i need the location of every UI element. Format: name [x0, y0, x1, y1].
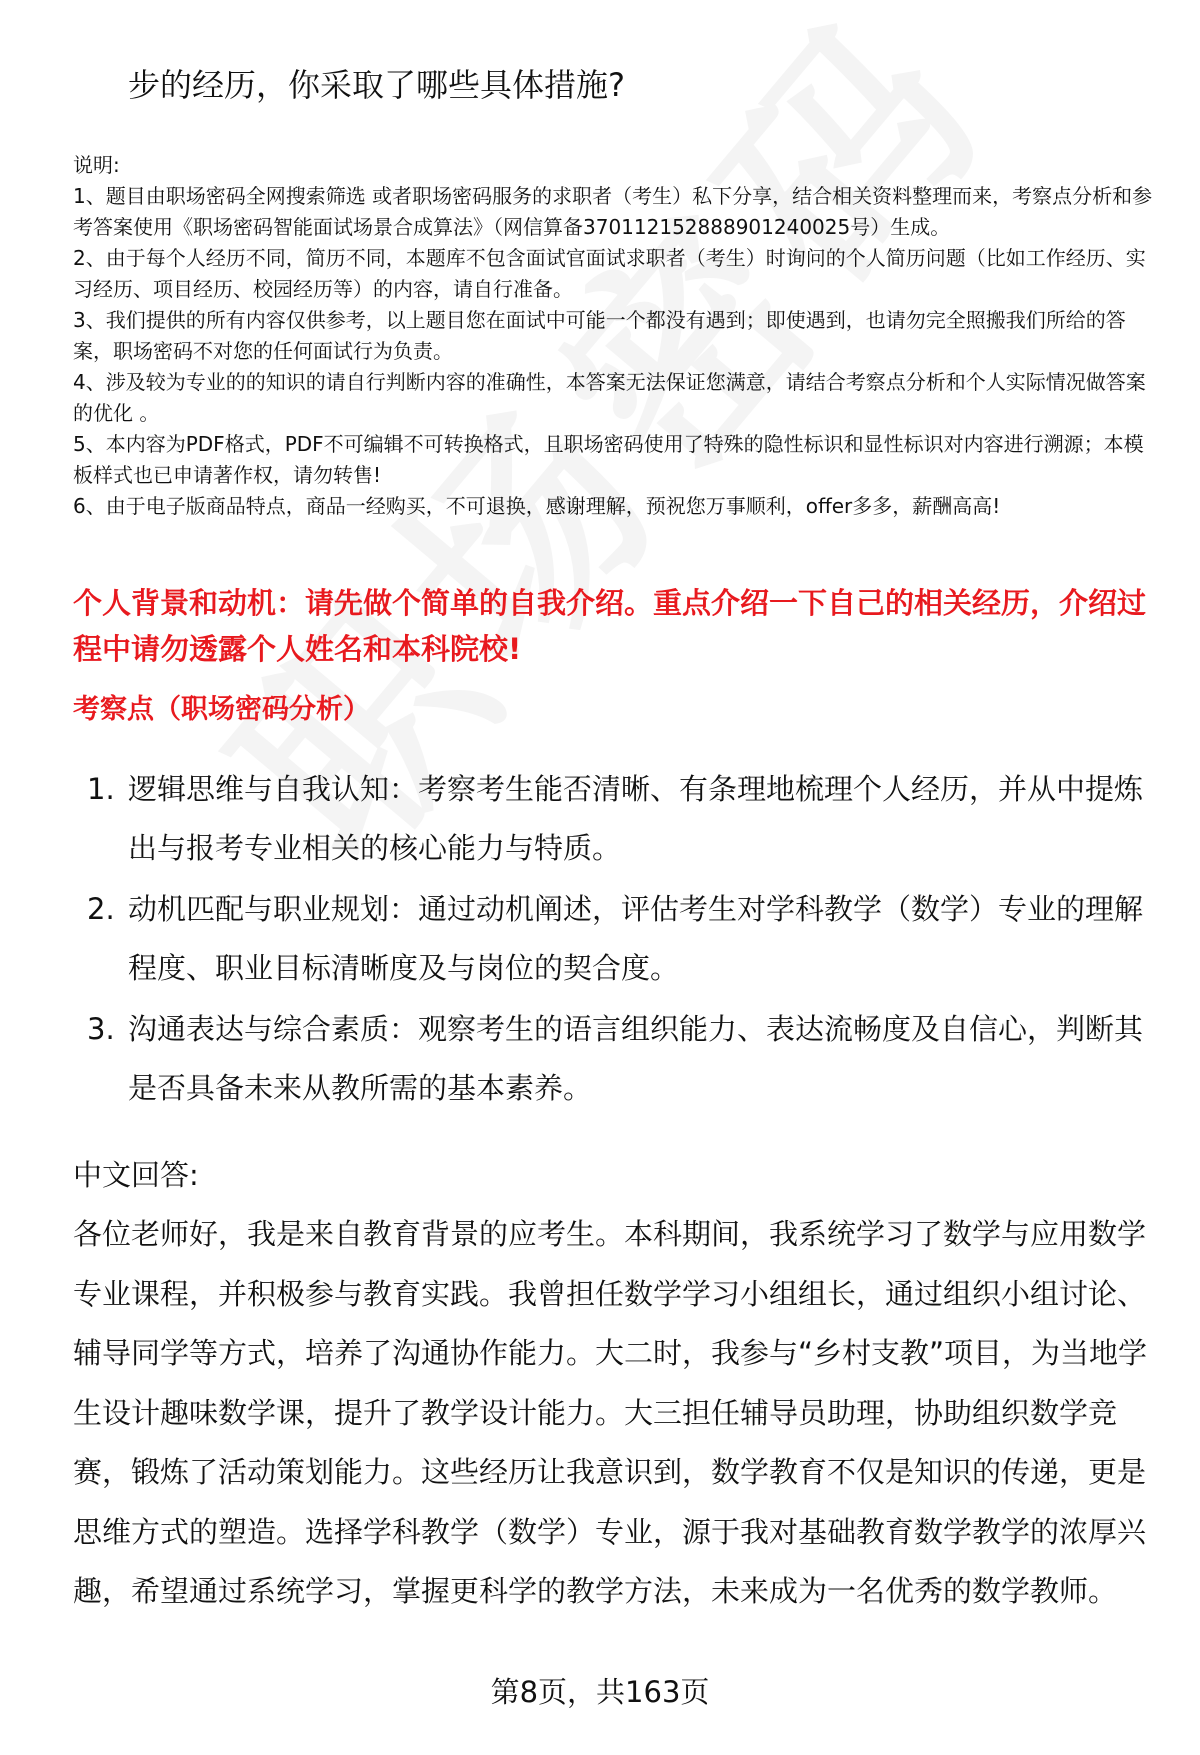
point-text: 沟通表达与综合素质：观察考生的语言组织能力、表达流畅度及自信心，判断其是否具备未来从教所需的基本素养。 [128, 1012, 1144, 1105]
note-item: 3、我们提供的所有内容仅供参考，以上题目您在面试中可能一个都没有遇到；即使遇到，也请勿完全照搬我们所给的答案，职场密码不对您的任何面试行为负责。 [73, 308, 1126, 363]
point-number: 2. [87, 892, 115, 926]
analysis-point [73, 1000, 1153, 1118]
note-item: 6、由于电子版商品特点，商品一经购买，不可退换，感谢理解，预祝您万事顺利，offer多多，薪酬高高! [73, 494, 1001, 518]
notes-title: 说明: [73, 153, 120, 177]
analysis-point [73, 880, 1153, 998]
note-item: 2、由于每个人经历不同，简历不同，本题库不包含面试官面试求职者（考生）时询问的个人简历问题（比如工作经历、实习经历、项目经历、校园经历等）的内容，请自行准备。 [73, 246, 1146, 301]
point-text: 逻辑思维与自我认知：考察考生能否清晰、有条理地梳理个人经历，并从中提炼出与报考专业相关的核心能力与特质。 [128, 772, 1144, 865]
point-number: 3. [87, 1012, 115, 1046]
page-footer: 第8页，共163页 [490, 1675, 710, 1709]
analysis-title: 考察点（职场密码分析） [73, 694, 370, 725]
note-item: 4、涉及较为专业的的知识的请自行判断内容的准确性，本答案无法保证您满意，请结合考察点分析和个人实际情况做答案的优化 。 [73, 370, 1146, 425]
analysis-point [73, 760, 1153, 878]
note-item: 1、题目由职场密码全网搜索筛选 或者职场密码服务的求职者（考生）私下分享，结合相关资料整理而来，考察点分析和参考答案使用《职场密码智能面试场景合成算法》（网信算备370112152888901240025号）生成。 [73, 184, 1153, 239]
answer-heading: 中文回答: [73, 1158, 199, 1192]
answer-body: 各位老师好，我是来自教育背景的应考生。本科期间，我系统学习了数学与应用数学专业课程，并积极参与教育实践。我曾担任数学学习小组组长，通过组织小组讨论、辅导同学等方式，培养了沟通协作能力。大二时，我参与“乡村支教”项目，为当地学生设计趣味数学课，提升了教学设计能力。大三担任辅导员助理，协助组织数学竞赛，锻炼了活动策划能力。这些经历让我意识到，数学教育不仅是知识的传递，更是思维方式的塑造。选择学科教学（数学）专业，源于我对基础教育数学教学的浓厚兴趣，希望通过系统学习，掌握更科学的教学方法，未来成为一名优秀的数学教师。 [73, 1217, 1148, 1608]
notes-block [73, 150, 1153, 522]
question-continuation: 步的经历，你采取了哪些具体措施? [128, 66, 625, 104]
point-text: 动机匹配与职业规划：通过动机阐述，评估考生对学科教学（数学）专业的理解程度、职业目标清晰度及与岗位的契合度。 [128, 892, 1144, 985]
interview-question: 个人背景和动机：请先做个简单的自我介绍。重点介绍一下自己的相关经历，介绍过程中请勿透露个人姓名和本科院校! [73, 586, 1147, 666]
analysis-points [73, 760, 1153, 1120]
point-number: 1. [87, 772, 115, 806]
note-item: 5、本内容为PDF格式，PDF不可编辑不可转换格式，且职场密码使用了特殊的隐性标识和显性标识对内容进行溯源；本模板样式也已申请著作权，请勿转售! [73, 432, 1144, 487]
